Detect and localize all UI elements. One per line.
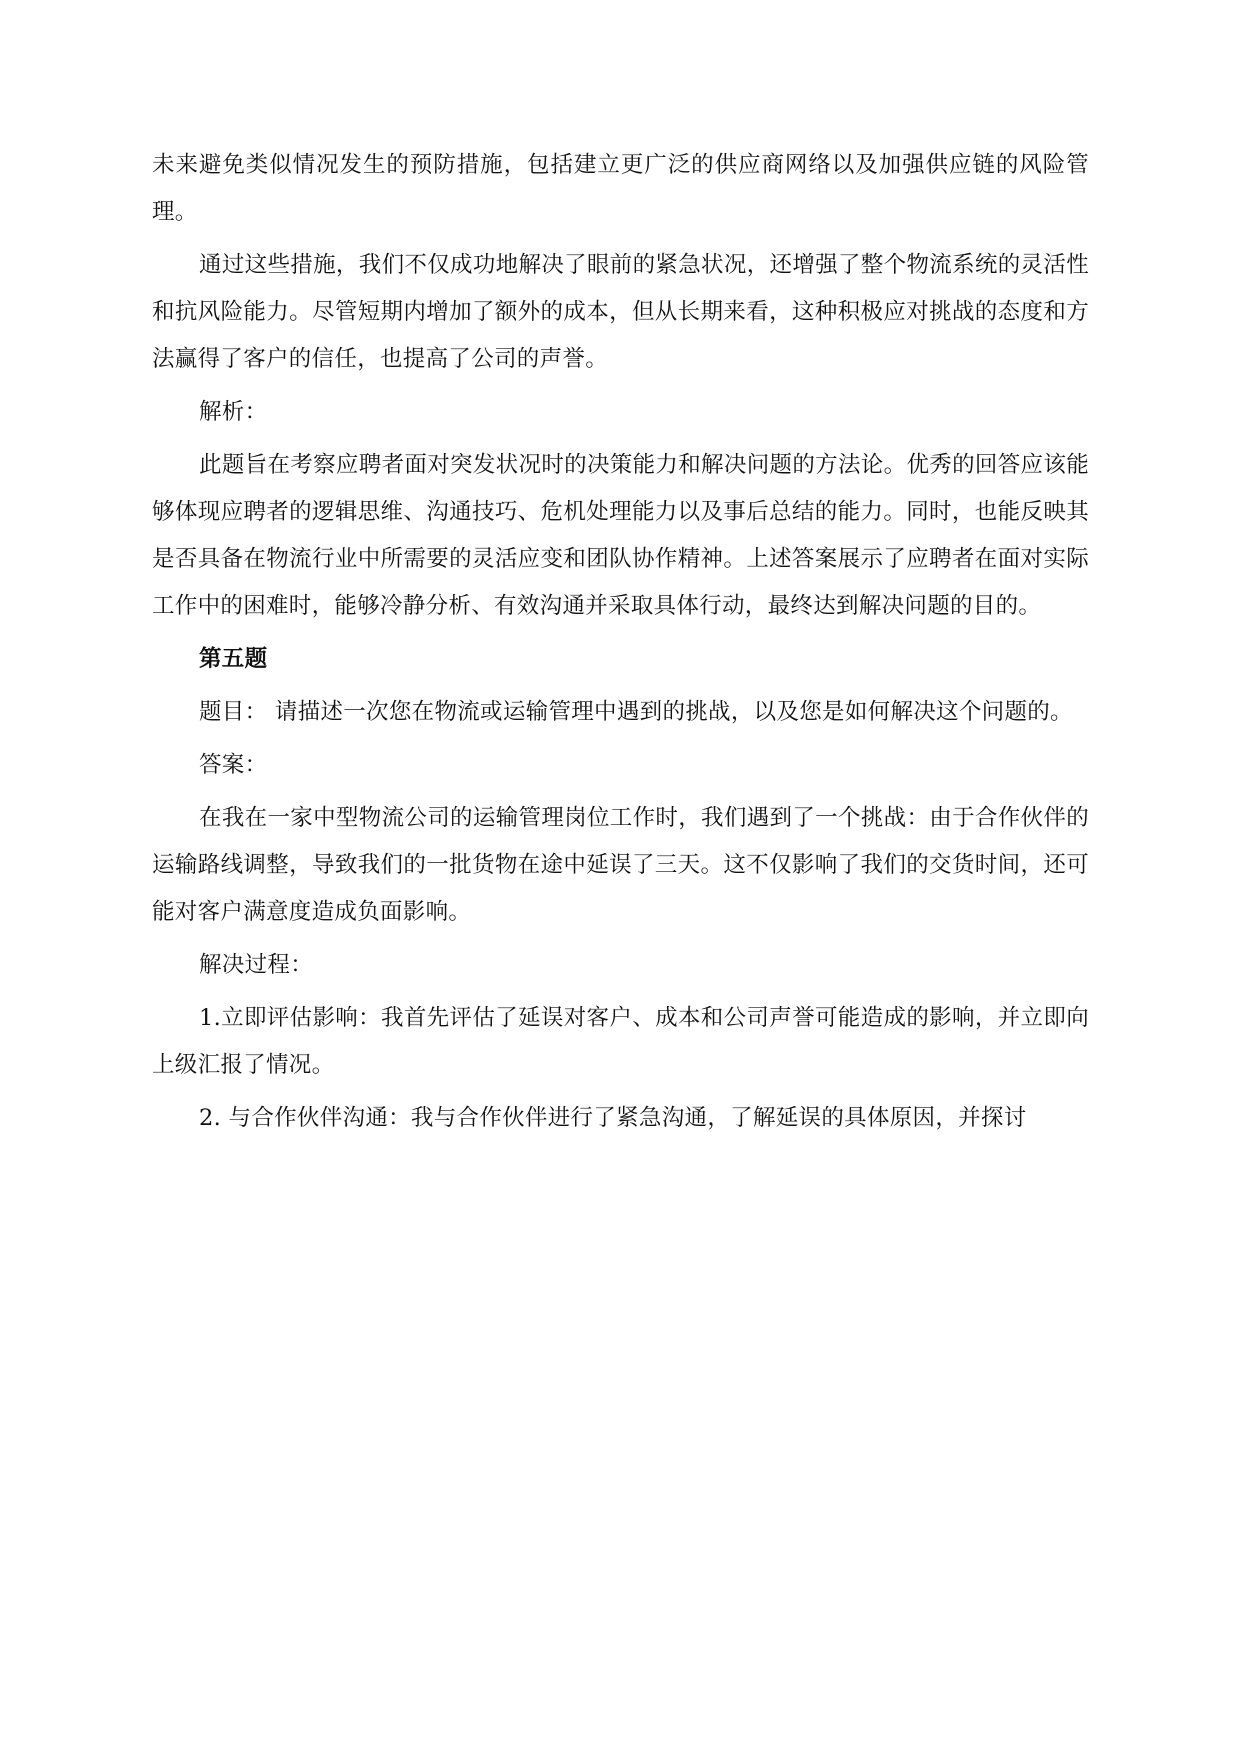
list-item-partner-communication: 2. 与合作伙伴沟通：我与合作伙伴进行了紧急沟通，了解延误的具体原因，并探讨 <box>199 1105 1027 1131</box>
resolution-process-label: 解决过程： <box>199 952 314 978</box>
analysis-label: 解析： <box>199 399 268 425</box>
list-item-assess-impact: 1.立即评估影响：我首先评估了延误对客户、成本和公司声誉可能造成的影响，并立即向上级汇报了情况。 <box>152 1005 1089 1078</box>
paragraph-prevention-measures: 未来避免类似情况发生的预防措施，包括建立更广泛的供应商网络以及加强供应链的风险管理。 <box>152 152 1089 225</box>
document-body <box>152 142 1089 1148</box>
paragraph-results: 通过这些措施，我们不仅成功地解决了眼前的紧急状况，还增强了整个物流系统的灵活性和抗风险能力。尽管短期内增加了额外的成本，但从长期来看，这种积极应对挑战的态度和方法赢得了客户的信任，也提高了公司的声誉。 <box>152 252 1089 372</box>
paragraph-answer: 在我在一家中型物流公司的运输管理岗位工作时，我们遇到了一个挑战：由于合作伙伴的运输路线调整，导致我们的一批货物在途中延误了三天。这不仅影响了我们的交货时间，还可能对客户满意度造成负面影响。 <box>152 805 1089 925</box>
answer-label: 答案： <box>199 752 268 778</box>
paragraph-analysis: 此题旨在考察应聘者面对突发状况时的决策能力和解决问题的方法论。优秀的回答应该能够体现应聘者的逻辑思维、沟通技巧、危机处理能力以及事后总结的能力。同时，也能反映其是否具备在物流行业中所需要的灵活应变和团队协作精神。上述答案展示了应聘者在面对实际工作中的困难时，能够冷静分析、有效沟通并采取具体行动，最终达到解决问题的目的。 <box>152 452 1089 619</box>
section-heading-question-five: 第五题 <box>199 646 268 672</box>
paragraph-question: 题目： 请描述一次您在物流或运输管理中遇到的挑战，以及您是如何解决这个问题的。 <box>199 699 1073 725</box>
